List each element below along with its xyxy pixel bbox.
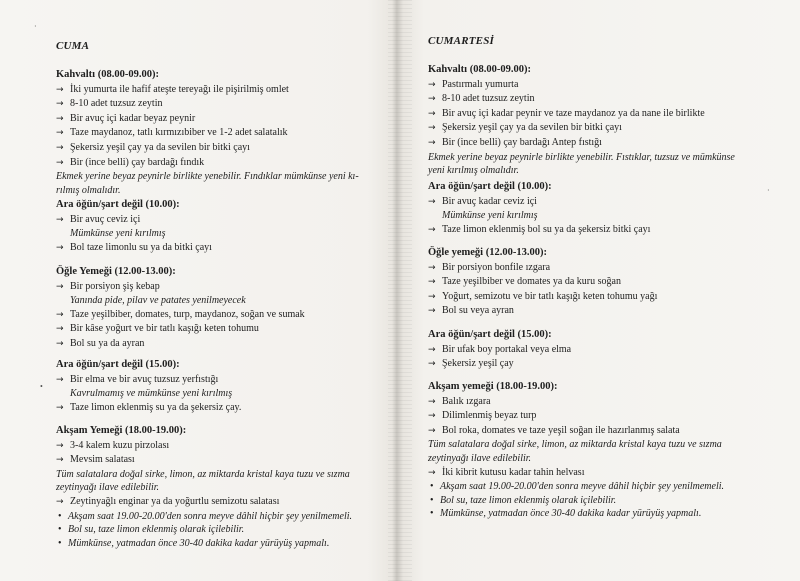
menu-item: → Bir avuç içi kadar peynir ve taze maydanoz ya da nane ile birlikte bbox=[428, 107, 758, 122]
breakfast-section bbox=[56, 68, 374, 197]
meal-note: Ekmek yerine beyaz peynirle birlikte yenebilir. Fındıklar mümkünse yeni kı- bbox=[56, 171, 359, 183]
day-title: CUMARTESİ bbox=[428, 35, 494, 47]
arrow-icon: → bbox=[56, 84, 64, 95]
arrow-icon: → bbox=[56, 157, 64, 168]
meal-note: zeytinyağı ilave edilebilir. bbox=[56, 482, 160, 494]
menu-item: → Şekersiz yeşil çay ya da sevilen bir bitki çayı bbox=[428, 121, 758, 136]
menu-item: → Bir (ince belli) çay bardağı fındık bbox=[56, 156, 374, 171]
scan-speck: • bbox=[40, 382, 43, 391]
arrow-icon: → bbox=[428, 108, 436, 119]
snack-section bbox=[428, 328, 758, 372]
arrow-icon: → bbox=[428, 262, 436, 273]
day-title: CUMA bbox=[56, 40, 90, 52]
snack-section bbox=[56, 358, 374, 415]
bullet-icon: • bbox=[58, 537, 62, 549]
menu-item: → Bir elma ve bir avuç tuzsuz yerfıstığı bbox=[56, 373, 374, 388]
menu-item: → Bir kâse yoğurt ve bir tatlı kaşığı keten tohumu bbox=[56, 322, 374, 337]
meal-title: Akşam yemeği (18.00-19.00): bbox=[428, 381, 558, 392]
menu-item: → Taze limon eklenmiş bol su ya da şekersiz bitki çayı bbox=[428, 223, 758, 238]
arrow-icon: → bbox=[56, 281, 64, 292]
arrow-icon: → bbox=[428, 79, 436, 90]
bullet-icon: • bbox=[58, 510, 62, 522]
breakfast-section bbox=[428, 63, 758, 178]
menu-item: → Taze maydanoz, tatlı kırmızıbiber ve 1-2 adet salatalık bbox=[56, 126, 374, 141]
arrow-icon: → bbox=[428, 94, 436, 105]
menu-item: → Bol taze limonlu su ya da bitki çayı bbox=[56, 241, 374, 256]
menu-item: → Yoğurt, semizotu ve bir tatlı kaşığı keten tohumu yağı bbox=[428, 290, 758, 305]
bullet-icon: • bbox=[58, 524, 62, 536]
meal-note: Yanında pide, pilav ve patates yenilmeyecek bbox=[70, 295, 246, 307]
arrow-icon: → bbox=[56, 242, 64, 253]
menu-item: → Şekersiz yeşil çay ya da sevilen bir bitki çayı bbox=[56, 141, 374, 156]
menu-item: → Mevsim salatası bbox=[56, 453, 374, 468]
menu-item: → Zeytinyağlı enginar ya da yoğurtlu semizotu salatası bbox=[56, 495, 374, 510]
meal-title: Öğle yemeği (12.00-13.00): bbox=[428, 247, 547, 258]
arrow-icon: → bbox=[56, 324, 64, 335]
arrow-icon: → bbox=[428, 224, 436, 235]
arrow-icon: → bbox=[428, 306, 436, 317]
arrow-icon: → bbox=[56, 128, 64, 139]
tip-item: • Bol su, taze limon eklenmiş olarak içilebilir. bbox=[430, 494, 617, 506]
menu-item: → Taze yeşilbiber ve domates ya da kuru soğan bbox=[428, 275, 758, 290]
meal-title: Ara öğün/şart değil (15.00): bbox=[428, 329, 552, 340]
arrow-icon: → bbox=[56, 309, 64, 320]
tip-item: • Bol su, taze limon eklenmiş olarak içilebilir. bbox=[58, 524, 245, 536]
tip-item: • Mümkünse, yatmadan önce 30-40 dakika kadar yürüyüş yapmalı. bbox=[430, 508, 702, 520]
meal-title: Kahvaltı (08.00-09.00): bbox=[428, 64, 531, 75]
menu-item: → Bir porsiyon bonfile ızgara bbox=[428, 261, 758, 276]
menu-item: → Bir porsiyon şiş kebap bbox=[56, 280, 374, 295]
arrow-icon: → bbox=[56, 99, 64, 110]
arrow-icon: → bbox=[428, 196, 436, 207]
arrow-icon: → bbox=[56, 402, 64, 413]
arrow-icon: → bbox=[428, 137, 436, 148]
arrow-icon: → bbox=[428, 344, 436, 355]
snack-section bbox=[428, 180, 758, 237]
scan-speck: · bbox=[34, 22, 37, 31]
arrow-icon: → bbox=[56, 455, 64, 466]
menu-item: → Bir (ince belli) çay bardağı Antep fıstığı bbox=[428, 136, 758, 151]
menu-item: → Dilimlenmiş beyaz turp bbox=[428, 409, 758, 424]
dinner-section bbox=[56, 424, 374, 550]
arrow-icon: → bbox=[56, 214, 64, 225]
menu-item: → 3-4 kalem kuzu pirzolası bbox=[56, 439, 374, 454]
meal-note: yeni kırılmış olmalıdır. bbox=[428, 165, 519, 177]
arrow-icon: → bbox=[56, 374, 64, 385]
dinner-section bbox=[428, 380, 758, 521]
scan-speck: · bbox=[767, 186, 770, 195]
tip-item: • Akşam saat 19.00-20.00'den sonra meyve dâhil hiçbir şey yenilmemeli. bbox=[58, 510, 353, 522]
arrow-icon: → bbox=[428, 425, 436, 436]
meal-title: Öğle Yemeği (12.00-13.00): bbox=[56, 266, 176, 277]
arrow-icon: → bbox=[428, 277, 436, 288]
meal-note: Mümkünse yeni kırılmış bbox=[70, 228, 166, 240]
arrow-icon: → bbox=[428, 291, 436, 302]
menu-item: → Balık ızgara bbox=[428, 395, 758, 410]
meal-title: Ara öğün/şart değil (10.00): bbox=[428, 181, 552, 192]
meal-note: rılmış olmalıdır. bbox=[56, 184, 121, 196]
bullet-icon: • bbox=[430, 494, 434, 506]
menu-item: → Bir avuç içi kadar beyaz peynir bbox=[56, 112, 374, 127]
menu-item: → Bol su veya ayran bbox=[428, 304, 758, 319]
lunch-section bbox=[428, 246, 758, 319]
tip-item: • Akşam saat 19.00-20.00'den sonra meyve dâhil hiçbir şey yenilmemeli. bbox=[430, 481, 725, 493]
menu-item: → Şekersiz yeşil çay bbox=[428, 357, 758, 372]
menu-item: → Bir avuç ceviz içi bbox=[56, 213, 374, 228]
menu-item: → Bir ufak boy portakal veya elma bbox=[428, 343, 758, 358]
meal-note: Tüm salatalara doğal sirke, limon, az miktarda kristal kaya tuzu ve sızma bbox=[428, 439, 722, 451]
meal-note: zeytinyağı ilave edilebilir. bbox=[428, 452, 532, 464]
bullet-icon: • bbox=[430, 508, 434, 520]
menu-item: → Taze yeşilbiber, domates, turp, maydanoz, soğan ve sumak bbox=[56, 308, 374, 323]
menu-item: → Bol roka, domates ve taze yeşil soğan ile hazırlanmış salata bbox=[428, 424, 758, 439]
menu-item: → İki yumurta ile hafif ateşte tereyağı ile pişirilmiş omlet bbox=[56, 83, 374, 98]
menu-item: → Bir avuç kadar ceviz içi bbox=[428, 195, 758, 210]
arrow-icon: → bbox=[56, 142, 64, 153]
arrow-icon: → bbox=[428, 359, 436, 370]
arrow-icon: → bbox=[56, 338, 64, 349]
arrow-icon: → bbox=[428, 411, 436, 422]
meal-title: Akşam Yemeği (18.00-19.00): bbox=[56, 425, 187, 436]
arrow-icon: → bbox=[56, 113, 64, 124]
lunch-section bbox=[56, 265, 374, 352]
meal-note: Mümkünse yeni kırılmış bbox=[442, 210, 538, 222]
arrow-icon: → bbox=[428, 396, 436, 407]
snack-section bbox=[56, 198, 374, 255]
meal-title: Ara öğün/şart değil (10.00): bbox=[56, 199, 180, 210]
arrow-icon: → bbox=[428, 123, 436, 134]
meal-note: Ekmek yerine beyaz peynirle birlikte yenebilir. Fıstıklar, tuzsuz ve mümkünse bbox=[428, 151, 735, 163]
meal-note: Tüm salatalara doğal sirke, limon, az miktarda kristal kaya tuzu ve sızma bbox=[56, 468, 350, 480]
menu-item: → 8-10 adet tuzsuz zeytin bbox=[56, 97, 374, 112]
menu-item: → Taze limon eklenmiş su ya da şekersiz çay. bbox=[56, 401, 374, 416]
book-gutter bbox=[388, 0, 412, 581]
arrow-icon: → bbox=[56, 496, 64, 507]
menu-item: → İki kibrit kutusu kadar tahin helvası bbox=[428, 466, 758, 481]
meal-note: Kavrulmamış ve mümkünse yeni kırılmış bbox=[70, 388, 233, 400]
tip-item: • Mümkünse, yatmadan önce 30-40 dakika kadar yürüyüş yapmalı. bbox=[58, 537, 330, 549]
bullet-icon: • bbox=[430, 481, 434, 493]
meal-title: Ara öğün/şart değil (15.00): bbox=[56, 359, 180, 370]
menu-item: → Pastırmalı yumurta bbox=[428, 78, 758, 93]
arrow-icon: → bbox=[56, 440, 64, 451]
menu-item: → Bol su ya da ayran bbox=[56, 337, 374, 352]
menu-item: → 8-10 adet tuzsuz zeytin bbox=[428, 92, 758, 107]
meal-title: Kahvaltı (08.00-09.00): bbox=[56, 69, 159, 80]
arrow-icon: → bbox=[428, 467, 436, 478]
